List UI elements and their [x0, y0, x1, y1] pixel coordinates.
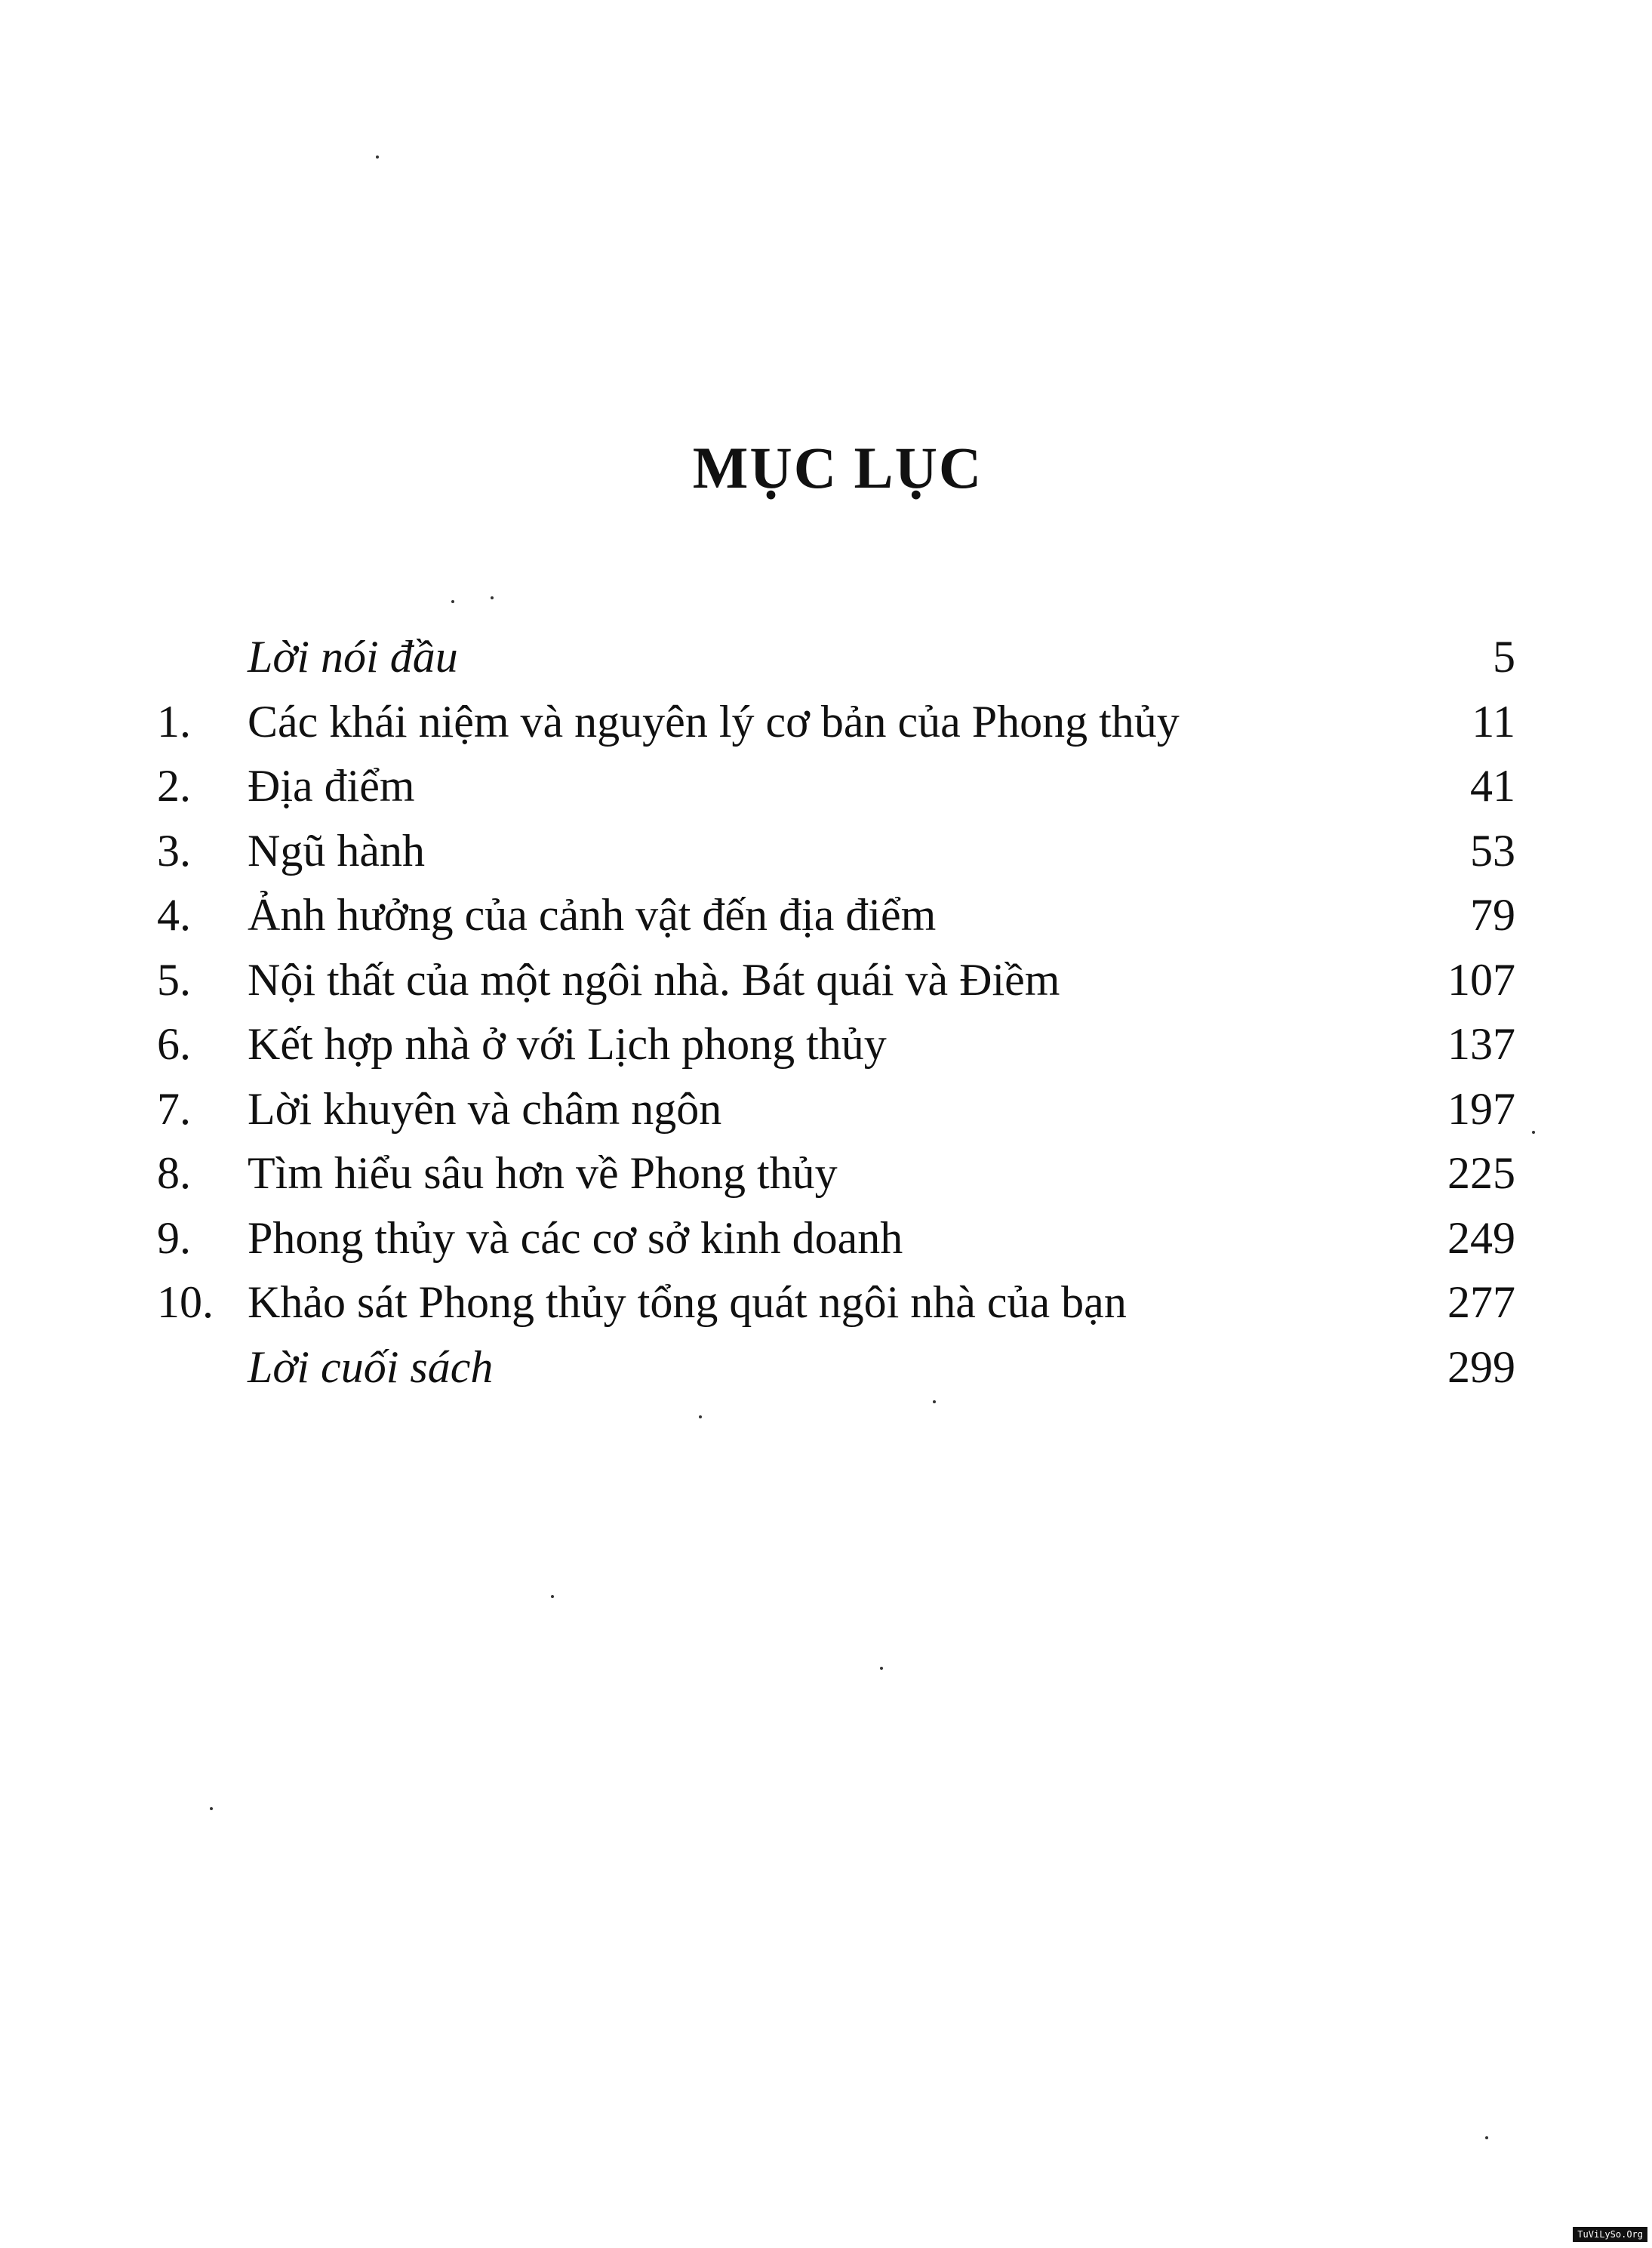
toc-entry-chapter-9 [157, 1206, 1515, 1271]
toc-entry-number: 5. [157, 954, 191, 1005]
toc-entry-number: 6. [157, 1019, 191, 1069]
watermark: TuViLySo.Org [1573, 2227, 1647, 2242]
scan-speck [451, 600, 454, 603]
toc-entry-page: 299 [1447, 1341, 1515, 1392]
toc-entry-chapter-8 [157, 1141, 1515, 1206]
toc-entry-chapter-5 [157, 948, 1515, 1013]
toc-entry-page: 137 [1447, 1019, 1515, 1069]
toc-entry-title: Lời nói đầu [248, 632, 458, 682]
toc-entry-page: 249 [1447, 1212, 1515, 1263]
scan-speck [551, 1595, 554, 1598]
toc-entry-afterword [157, 1335, 1515, 1400]
scan-speck [699, 1415, 702, 1418]
toc-entry-number: 1. [157, 696, 191, 747]
toc-entry-chapter-3 [157, 819, 1515, 884]
toc-entry-chapter-2 [157, 754, 1515, 819]
toc-entry-title: Lời khuyên và châm ngôn [248, 1083, 722, 1134]
scan-speck [210, 1807, 213, 1810]
toc-entry-page: 5 [1493, 632, 1515, 682]
toc-entry-page: 79 [1470, 890, 1515, 940]
toc-entry-number: 7. [157, 1083, 191, 1134]
toc-entry-chapter-6 [157, 1012, 1515, 1077]
toc-entry-chapter-1 [157, 690, 1515, 755]
toc-entry-title: Kết hợp nhà ở với Lịch phong thủy [248, 1019, 887, 1069]
toc-entry-number: 2. [157, 761, 191, 811]
scan-speck [1485, 2136, 1488, 2139]
toc-entry-number: 9. [157, 1212, 191, 1263]
toc-entry-page: 11 [1472, 696, 1515, 747]
toc-entry-number: 10. [157, 1277, 214, 1327]
scan-speck [491, 596, 494, 599]
toc-entry-page: 197 [1447, 1083, 1515, 1134]
toc-entry-number: 3. [157, 825, 191, 876]
toc-entry-chapter-10 [157, 1270, 1515, 1335]
toc-entry-page: 53 [1470, 825, 1515, 876]
toc-entry-title: Nội thất của một ngôi nhà. Bát quái và Điềm [248, 954, 1060, 1005]
toc-entry-page: 277 [1447, 1277, 1515, 1327]
table-of-contents [157, 625, 1515, 1400]
scan-speck [880, 1667, 883, 1670]
scan-speck [933, 1400, 936, 1403]
scan-speck [376, 156, 379, 159]
toc-entry-title: Khảo sát Phong thủy tổng quát ngôi nhà của bạn [248, 1277, 1127, 1327]
toc-entry-chapter-4 [157, 883, 1515, 948]
toc-entry-title: Các khái niệm và nguyên lý cơ bản của Phong thủy [248, 696, 1180, 747]
toc-entry-title: Ngũ hành [248, 825, 425, 876]
scan-speck [1532, 1131, 1535, 1134]
toc-entry-page: 225 [1447, 1148, 1515, 1198]
toc-entry-page: 107 [1447, 954, 1515, 1005]
toc-entry-title: Ảnh hưởng của cảnh vật đến địa điểm [248, 890, 937, 940]
toc-entry-chapter-7 [157, 1077, 1515, 1142]
toc-entry-page: 41 [1470, 761, 1515, 811]
toc-entry-number: 4. [157, 890, 191, 940]
toc-entry-title: Tìm hiểu sâu hơn về Phong thủy [248, 1148, 838, 1198]
toc-entry-title: Địa điểm [248, 761, 415, 811]
toc-entry-title: Phong thủy và các cơ sở kinh doanh [248, 1212, 903, 1263]
page-title: MỤC LỤC [692, 435, 983, 500]
toc-entry-foreword [157, 625, 1515, 690]
toc-entry-number: 8. [157, 1148, 191, 1198]
toc-entry-title: Lời cuối sách [248, 1341, 494, 1392]
